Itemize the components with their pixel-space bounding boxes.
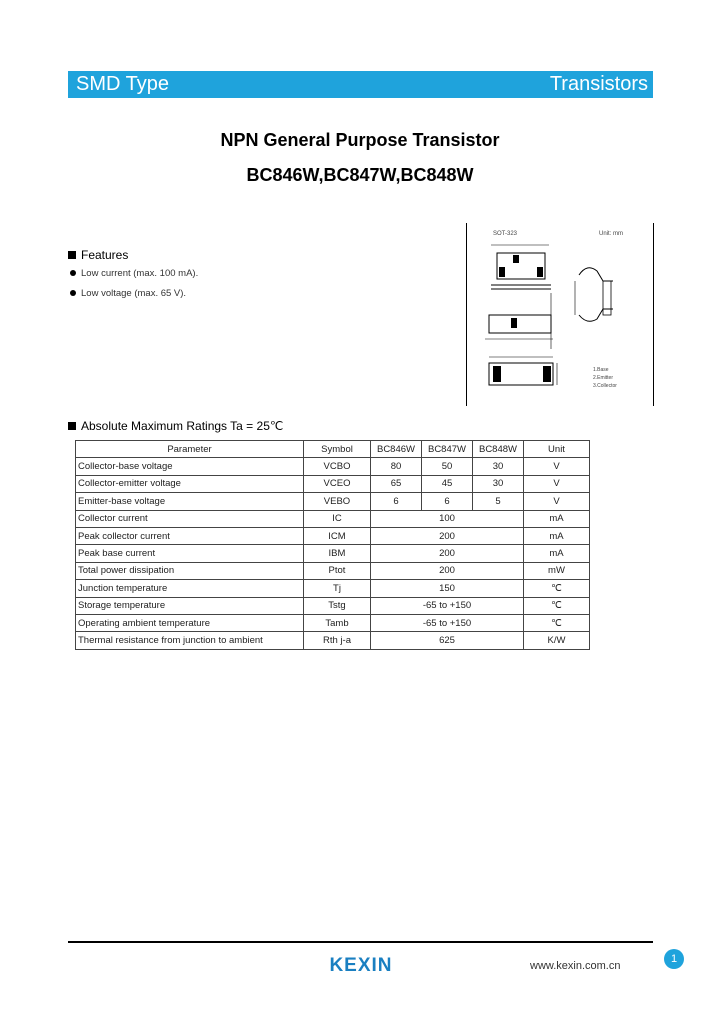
table-row: [76, 510, 590, 527]
website-url: www.kexin.com.cn: [530, 960, 621, 972]
symbol-cell: Tstg: [304, 597, 371, 614]
table-row: [76, 597, 590, 614]
header-banner: [68, 71, 653, 98]
feature-item: Low current (max. 100 mA).: [70, 268, 198, 279]
package-name: SOT-323: [493, 231, 518, 237]
unit-cell: ℃: [524, 614, 590, 631]
param-cell: Collector current: [76, 510, 304, 527]
value-cell: 50: [422, 458, 473, 475]
pin-legend-emitter: 2.Emitter: [593, 375, 614, 381]
table-row: [76, 458, 590, 475]
unit-cell: V: [524, 475, 590, 492]
symbol-cell: ICM: [304, 527, 371, 544]
param-cell: Junction temperature: [76, 580, 304, 597]
package-outline-drawing: [466, 223, 654, 406]
square-bullet-icon: [68, 422, 76, 430]
unit-cell: mA: [524, 545, 590, 562]
unit-cell: V: [524, 458, 590, 475]
value-cell: 625: [371, 632, 524, 649]
page-number-badge: 1: [664, 949, 684, 969]
document-title: NPN General Purpose Transistor: [220, 130, 500, 150]
value-cell: 30: [473, 458, 524, 475]
model-numbers: BC846W,BC847W,BC848W: [246, 165, 474, 185]
value-cell: 100: [371, 510, 524, 527]
table-row: [76, 580, 590, 597]
pin-legend-base: 1.Base: [593, 367, 609, 373]
value-cell: 6: [371, 493, 422, 510]
ratings-table: [75, 440, 590, 650]
feature-item: Low voltage (max. 65 V).: [70, 288, 186, 299]
param-cell: Operating ambient temperature: [76, 614, 304, 631]
value-cell: 150: [371, 580, 524, 597]
table-row: [76, 545, 590, 562]
square-bullet-icon: [68, 251, 76, 259]
unit-cell: mA: [524, 527, 590, 544]
param-cell: Collector-emitter voltage: [76, 475, 304, 492]
unit-cell: K/W: [524, 632, 590, 649]
column-header: BC847W: [422, 441, 473, 458]
table-row: [76, 527, 590, 544]
param-cell: Collector-base voltage: [76, 458, 304, 475]
features-heading: Features: [68, 248, 128, 262]
value-cell: 30: [473, 475, 524, 492]
kexin-logo: [321, 953, 401, 975]
column-header: Symbol: [304, 441, 371, 458]
symbol-cell: VEBO: [304, 493, 371, 510]
symbol-cell: IBM: [304, 545, 371, 562]
value-cell: 200: [371, 545, 524, 562]
value-cell: -65 to +150: [371, 597, 524, 614]
column-header: BC846W: [371, 441, 422, 458]
table-row: [76, 493, 590, 510]
header-left-label: SMD Type: [76, 73, 169, 95]
unit-cell: ℃: [524, 597, 590, 614]
dot-bullet-icon: [70, 290, 76, 296]
value-cell: 5: [473, 493, 524, 510]
symbol-cell: Tamb: [304, 614, 371, 631]
param-cell: Peak base current: [76, 545, 304, 562]
value-cell: 80: [371, 458, 422, 475]
value-cell: 200: [371, 527, 524, 544]
table-row: [76, 475, 590, 492]
unit-cell: mA: [524, 510, 590, 527]
table-row: [76, 562, 590, 579]
symbol-cell: IC: [304, 510, 371, 527]
param-cell: Storage temperature: [76, 597, 304, 614]
table-header-row: [76, 441, 590, 458]
param-cell: Peak collector current: [76, 527, 304, 544]
logo-text: KEXIN: [329, 955, 393, 975]
symbol-cell: VCEO: [304, 475, 371, 492]
value-cell: 65: [371, 475, 422, 492]
table-row: [76, 614, 590, 631]
param-cell: Thermal resistance from junction to ambient: [76, 632, 304, 649]
value-cell: 200: [371, 562, 524, 579]
unit-cell: mW: [524, 562, 590, 579]
footer-divider: [68, 941, 653, 943]
symbol-cell: Tj: [304, 580, 371, 597]
value-cell: -65 to +150: [371, 614, 524, 631]
unit-cell: ℃: [524, 580, 590, 597]
package-diagram: [467, 223, 653, 406]
pin-legend-collector: 3.Collector: [593, 383, 617, 389]
param-cell: Emitter-base voltage: [76, 493, 304, 510]
value-cell: 6: [422, 493, 473, 510]
column-header: Unit: [524, 441, 590, 458]
package-unit: Unit: mm: [599, 231, 623, 237]
unit-cell: V: [524, 493, 590, 510]
header-right-label: Transistors: [549, 73, 648, 95]
dot-bullet-icon: [70, 270, 76, 276]
symbol-cell: VCBO: [304, 458, 371, 475]
ratings-heading: Absolute Maximum Ratings Ta = 25℃: [68, 419, 283, 433]
value-cell: 45: [422, 475, 473, 492]
column-header: BC848W: [473, 441, 524, 458]
table-row: [76, 632, 590, 649]
symbol-cell: Rth j-a: [304, 632, 371, 649]
param-cell: Total power dissipation: [76, 562, 304, 579]
column-header: Parameter: [76, 441, 304, 458]
symbol-cell: Ptot: [304, 562, 371, 579]
